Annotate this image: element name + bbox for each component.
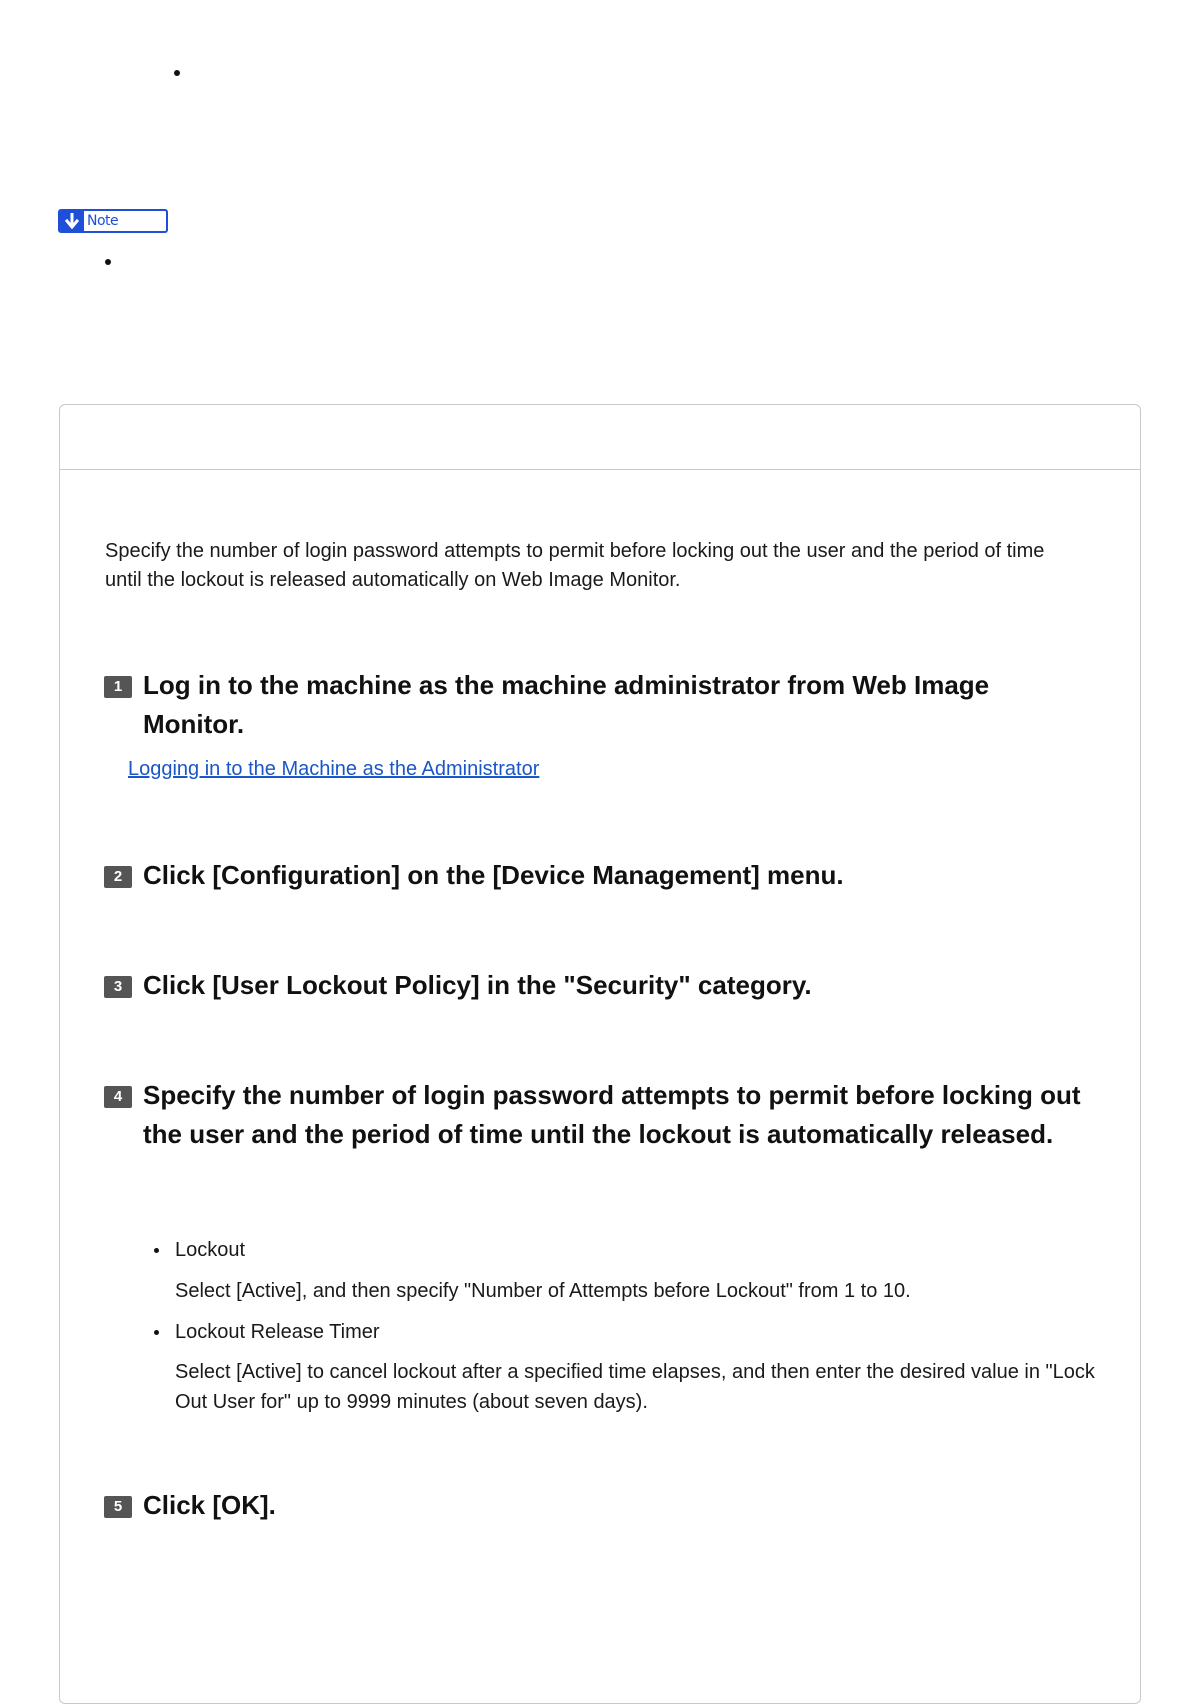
step-3-text: Click [User Lockout Policy] in the "Security" category. xyxy=(143,970,812,1000)
step-number-5: 5 xyxy=(104,1496,132,1518)
step-number-4: 4 xyxy=(104,1086,132,1108)
empty-bullet xyxy=(174,70,180,76)
step-5-text: Click [OK]. xyxy=(143,1490,276,1520)
note-label: Note xyxy=(87,213,119,229)
note-badge xyxy=(58,209,168,233)
intro-text: Specify the number of login password attempts to permit before locking out the user and the period of time until the lockout is released automatically on Web Image Monitor. xyxy=(105,540,1045,591)
step-number-1: 1 xyxy=(104,676,132,698)
lockout-release-timer-desc: Select [Active] to cancel lockout after a specified time elapses, and then enter the desired value in "Lock Out User for" up to 9999 minutes (about seven days). xyxy=(175,1361,1095,1413)
step-number-3: 3 xyxy=(104,976,132,998)
lockout-title: Lockout xyxy=(175,1239,246,1261)
lockout-release-timer-title: Lockout Release Timer xyxy=(175,1321,380,1343)
down-arrow-icon xyxy=(60,211,84,231)
item-bullet xyxy=(154,1248,159,1253)
item-bullet xyxy=(154,1330,159,1335)
panel-header-divider xyxy=(60,469,1140,470)
admin-login-link[interactable]: Logging in to the Machine as the Administrator xyxy=(128,758,540,780)
lockout-desc: Select [Active], and then specify "Number of Attempts before Lockout" from 1 to 10. xyxy=(175,1280,911,1302)
step-1-text: Log in to the machine as the machine administrator from Web Image Monitor. xyxy=(143,670,990,739)
step-number-2: 2 xyxy=(104,866,132,888)
empty-note-bullet xyxy=(105,259,111,265)
step-4-text: Specify the number of login password attempts to permit before locking out the user and the period of time until the lockout is automatically released. xyxy=(143,1080,1081,1149)
step-2-text: Click [Configuration] on the [Device Management] menu. xyxy=(143,860,844,890)
